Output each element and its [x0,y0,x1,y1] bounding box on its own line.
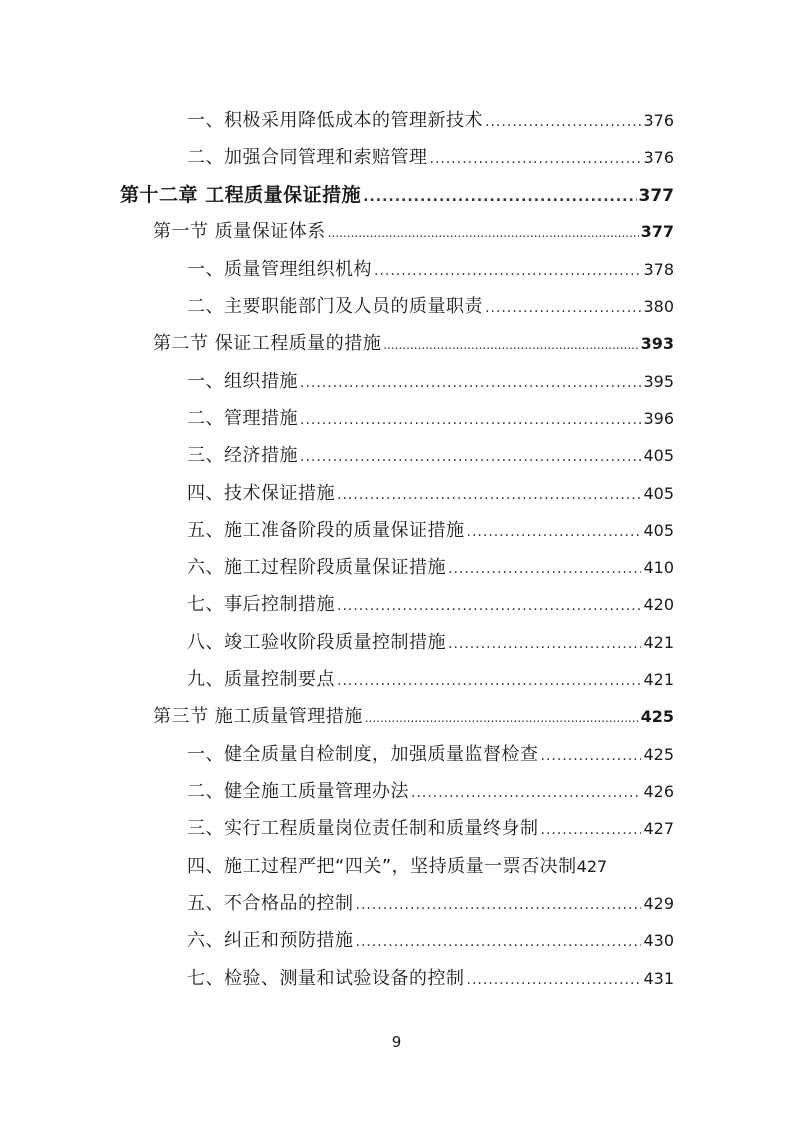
toc-entry[interactable] [187,665,674,695]
toc-leader-dots [541,741,642,770]
toc-entry[interactable] [187,889,674,919]
toc-entry-page: 396 [643,409,674,428]
toc-entry-page: 427 [576,857,608,876]
toc-entry-page: 377 [640,222,674,241]
toc-entry-page: 427 [643,819,674,838]
toc-leader-dots [485,107,641,136]
toc-entry-title: 七、检验、测量和试验设备的控制 [187,968,465,989]
toc-entry-title: 一、质量管理组织机构 [187,259,372,280]
toc-entry-title: 二、管理措施 [187,408,298,429]
toc-leader-dots [541,815,642,844]
toc-entry-page: 421 [643,633,674,652]
toc-entry-title: 八、竣工验收阶段质量控制措施 [187,632,446,653]
toc-entry-page: 405 [643,484,674,503]
toc-entry[interactable] [187,964,674,994]
toc-entry-page: 410 [643,558,674,577]
toc-leader-dots [448,554,641,583]
toc-entry-title: 第一节 质量保证体系 [153,221,326,242]
toc-entry-title: 三、经济措施 [187,445,298,466]
toc-entry[interactable] [187,590,674,620]
toc-leader-dots [448,629,641,658]
toc-entry-page: 425 [643,745,674,764]
toc-entry-title: 二、主要职能部门及人员的质量职责 [187,296,483,317]
toc-entry-title: 第十二章 工程质量保证措施 [120,184,362,206]
toc-entry[interactable] [187,404,674,434]
toc-leader-dots [383,330,638,359]
toc-leader-dots [337,666,641,695]
toc-leader-dots [356,927,642,956]
toc-leader-dots [485,293,641,322]
toc-leader-dots [363,182,636,210]
toc-section-entry[interactable] [153,217,674,247]
toc-entry-title: 五、不合格品的控制 [187,893,354,914]
toc-leader-dots [467,965,642,994]
toc-entry-title: 六、纠正和预防措施 [187,930,354,951]
toc-section-entry[interactable] [153,329,674,359]
page-number: 9 [391,1033,402,1051]
toc-leader-dots [356,890,642,919]
toc-leader-dots [374,256,641,285]
toc-section-entry[interactable] [153,702,674,732]
toc-entry-page: 430 [643,931,674,950]
toc-entry-page: 405 [643,521,674,540]
toc-entry-title: 三、实行工程质量岗位责任制和质量终身制 [187,818,539,839]
toc-entry[interactable] [187,628,674,658]
toc-leader-dots [300,368,641,397]
toc-entry[interactable] [187,106,674,136]
toc-entry[interactable] [187,852,687,882]
toc-entry-page: 380 [643,297,674,316]
toc-entry[interactable] [187,777,674,807]
toc-entry[interactable] [187,292,674,322]
toc-entry-title: 四、施工过程严把“四关”，坚持质量一票否决制 [187,856,577,877]
toc-leader-dots [337,480,641,509]
toc-entry-page: 420 [643,595,674,614]
toc-entry-page: 421 [643,670,674,689]
toc-leader-dots [467,517,642,546]
toc-leader-dots [337,591,641,620]
toc-entry-title: 四、技术保证措施 [187,483,335,504]
toc-entry[interactable] [187,479,674,509]
toc-leader-dots [365,703,639,732]
toc-entry-page: 395 [643,372,674,391]
toc-entry-title: 第三节 施工质量管理措施 [153,706,363,727]
toc-entry-page: 431 [643,969,674,988]
toc-entry-title: 二、健全施工质量管理办法 [187,781,409,802]
toc-entry[interactable] [187,516,674,546]
toc-entry[interactable] [187,740,674,770]
toc-leader-dots [411,778,641,807]
toc-leader-dots [430,144,642,173]
toc-entry[interactable] [187,367,674,397]
toc-entry-title: 一、组织措施 [187,371,298,392]
toc-entry-title: 第二节 保证工程质量的措施 [153,333,382,354]
toc-entry-page: 405 [643,446,674,465]
toc-entry-page: 376 [643,148,674,167]
toc-entry-page: 377 [638,186,674,206]
toc-entry-title: 一、积极采用降低成本的管理新技术 [187,110,483,131]
toc-entry-page: 429 [643,894,674,913]
toc-entry[interactable] [187,255,674,285]
toc-entry-title: 五、施工准备阶段的质量保证措施 [187,520,465,541]
toc-entry-title: 六、施工过程阶段质量保证措施 [187,557,446,578]
toc-entry[interactable] [187,143,674,173]
toc-entry-title: 九、质量控制要点 [187,669,335,690]
toc-entry-page: 393 [640,334,674,353]
toc-entry[interactable] [187,441,674,471]
toc-entry-page: 426 [643,782,674,801]
toc-entry-page: 378 [643,260,674,279]
toc-entry-title: 七、事后控制措施 [187,594,335,615]
toc-leader-dots [328,218,639,247]
toc-entry-page: 425 [640,707,674,726]
toc-entry-page: 376 [643,111,674,130]
toc-entry[interactable] [187,926,674,956]
toc-entry[interactable] [187,553,674,583]
toc-chapter-entry[interactable] [120,180,674,210]
toc-entry-title: 二、加强合同管理和索赔管理 [187,147,428,168]
toc-leader-dots [300,405,641,434]
toc-entry[interactable] [187,814,674,844]
toc-entry-title: 一、健全质量自检制度，加强质量监督检查 [187,744,539,765]
toc-leader-dots [300,442,641,471]
